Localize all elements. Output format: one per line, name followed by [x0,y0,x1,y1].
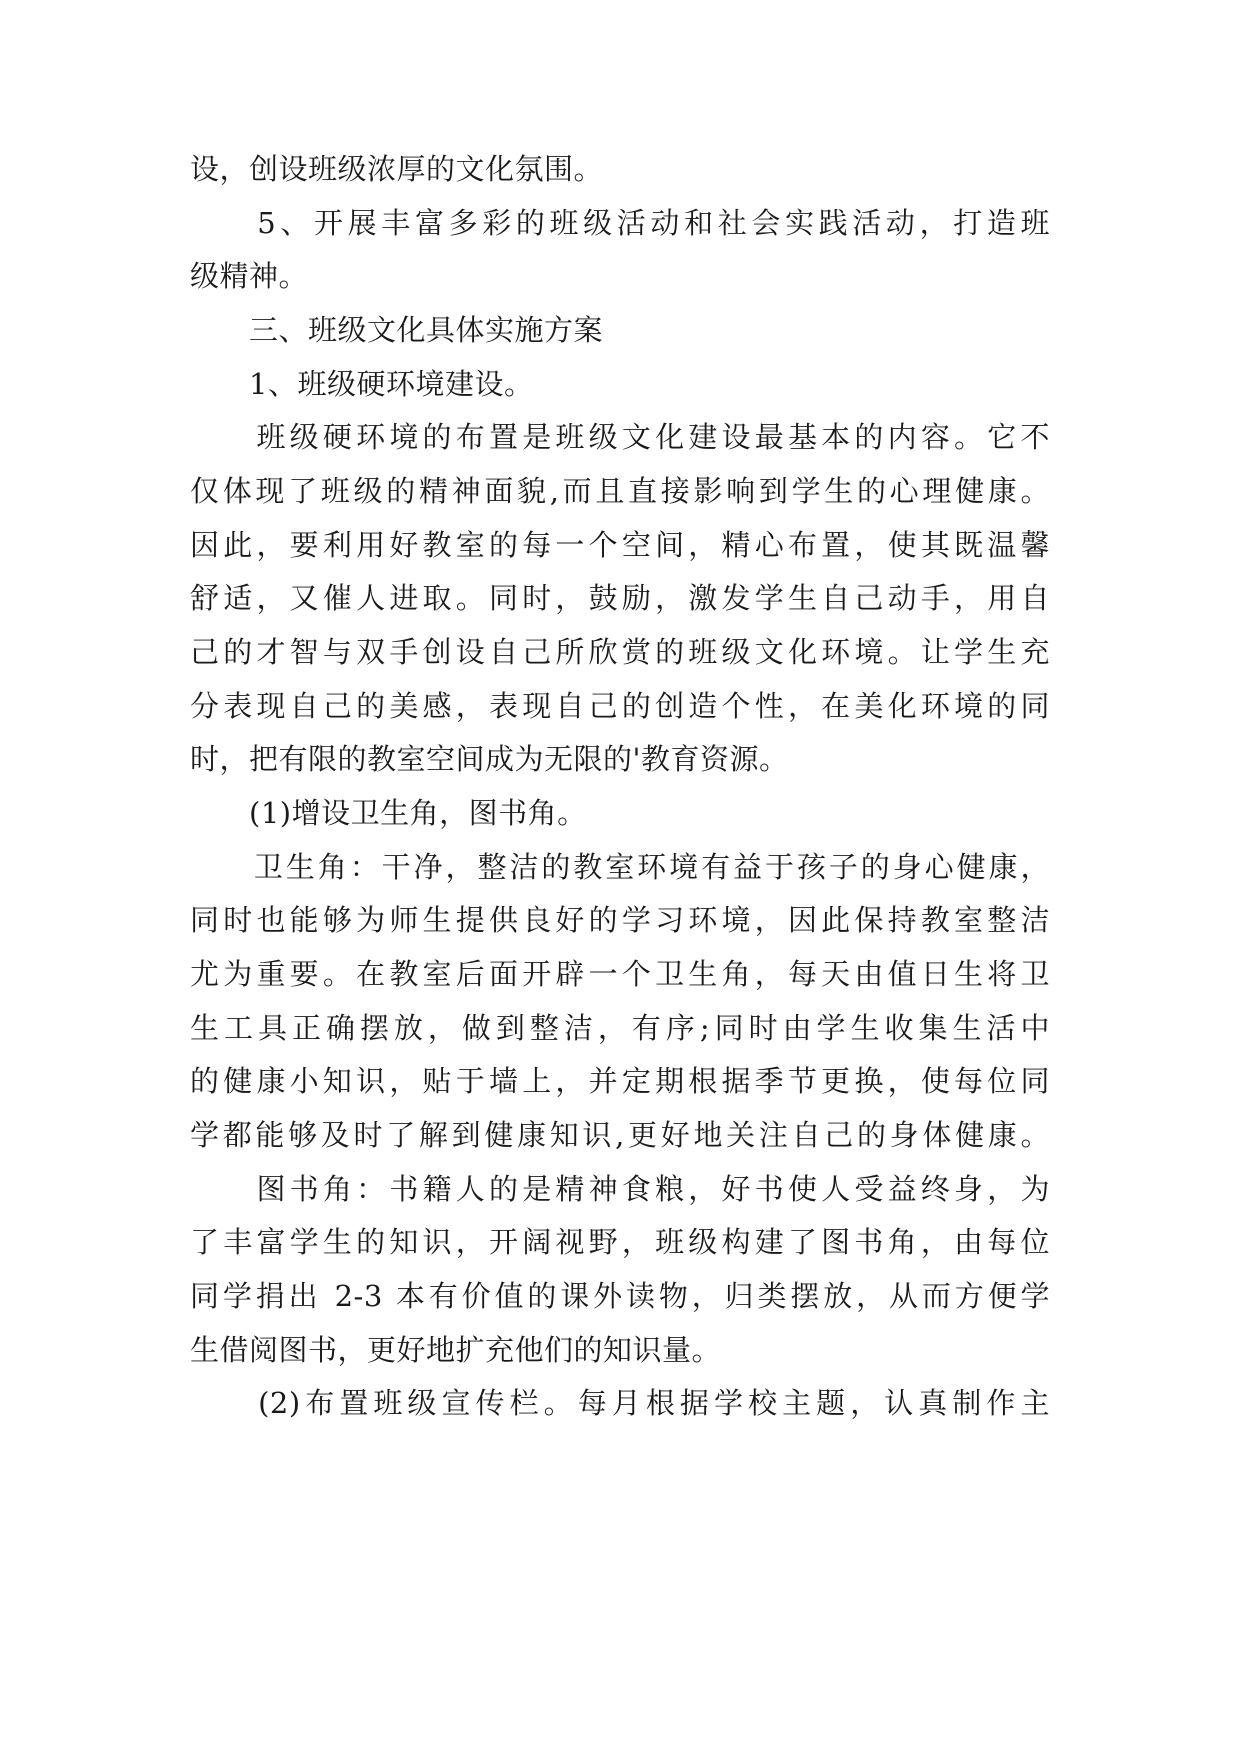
text-line: 同时也能够为师生提供良好的学习环境，因此保持教室整洁 [190,903,1050,937]
list-item-heading: (1)增设卫生角，图书角。 [190,796,587,830]
subsection-heading: 1、班级硬环境建设。 [190,367,534,401]
text-line: 生借阅图书，更好地扩充他们的知识量。 [190,1333,722,1367]
text-line: 图书角：书籍人的是精神食粮，好书使人受益终身，为 [190,1172,1050,1206]
text-line: 了丰富学生的知识，开阔视野，班级构建了图书角，由每位 [190,1225,1050,1259]
text-line: 同学捐出 2-3 本有价值的课外读物，归类摆放，从而方便学 [190,1279,1050,1313]
text-line: 生工具正确摆放，做到整洁，有序;同时由学生收集生活中 [190,1011,1050,1045]
text-line: 舒适，又催人进取。同时，鼓励，激发学生自己动手，用自 [190,581,1050,615]
text-line: 班级硬环境的布置是班级文化建设最基本的内容。它不 [190,420,1050,454]
section-heading: 三、班级文化具体实施方案 [190,313,604,347]
text-line: 级精神。 [190,259,309,293]
text-line: (2)布置班级宣传栏。每月根据学校主题，认真制作主 [190,1386,1050,1420]
text-line: 尤为重要。在教室后面开辟一个卫生角，每天由值日生将卫 [190,957,1050,991]
text-line: 己的才智与双手创设自己所欣赏的班级文化环境。让学生充 [190,635,1050,669]
text-line: 的健康小知识，贴于墙上，并定期根据季节更换，使每位同 [190,1064,1050,1098]
text-line: 分表现自己的美感，表现自己的创造个性，在美化环境的同 [190,689,1050,723]
text-line: 仅体现了班级的精神面貌,而且直接影响到学生的心理健康。 [190,474,1050,508]
text-line: 设，创设班级浓厚的文化氛围。 [190,152,604,186]
text-line: 5、开展丰富多彩的班级活动和社会实践活动，打造班 [190,206,1050,240]
text-line: 学都能够及时了解到健康知识,更好地关注自己的身体健康。 [190,1118,1050,1152]
text-line: 卫生角：干净，整洁的教室环境有益于孩子的身心健康， [190,850,1050,884]
text-line: 因此，要利用好教室的每一个空间，精心布置，使其既温馨 [190,528,1050,562]
text-line: 时，把有限的教室空间成为无限的'教育资源。 [190,742,789,776]
